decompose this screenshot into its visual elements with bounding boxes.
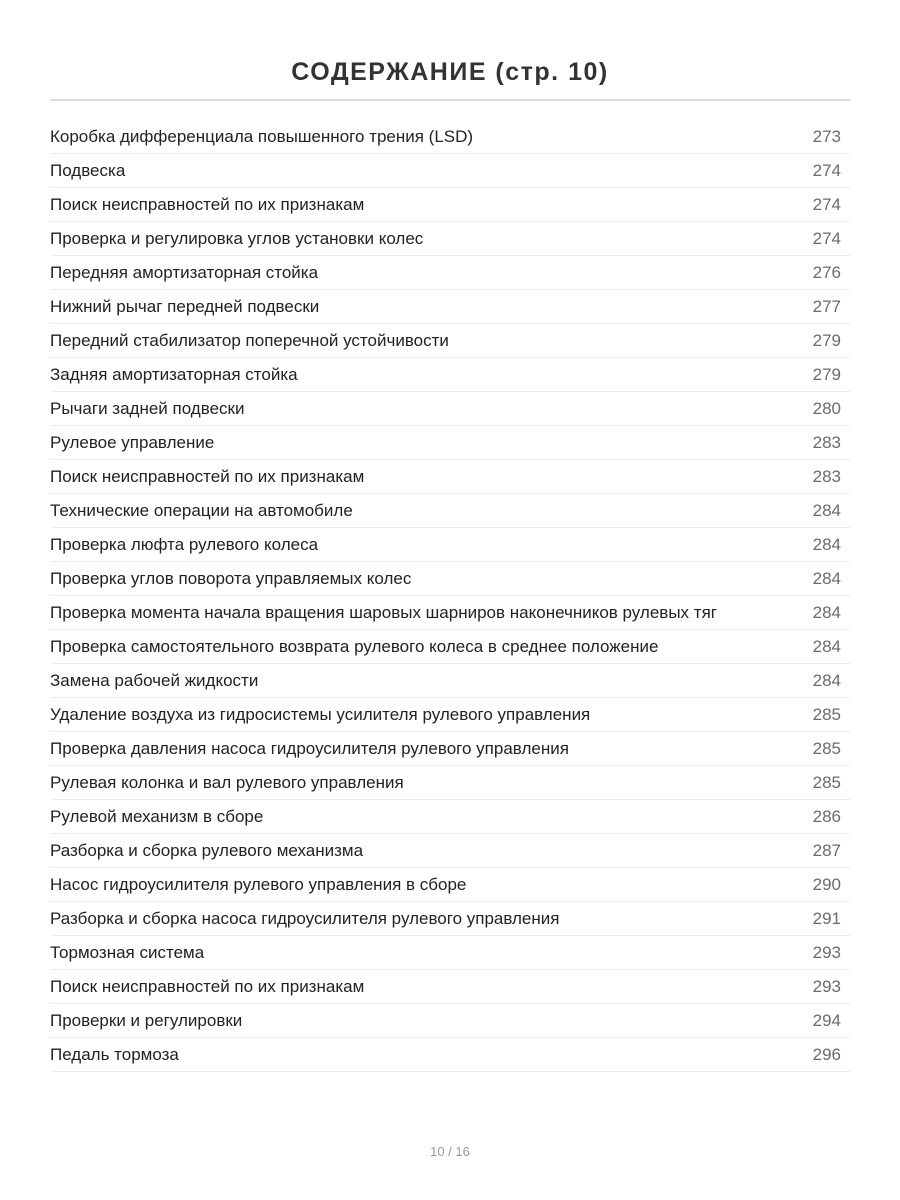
page-title: СОДЕРЖАНИЕ (стр. 10) bbox=[291, 57, 609, 86]
toc-entry-page: 279 bbox=[812, 364, 841, 384]
toc-entry-title: Проверка момента начала вращения шаровых шарниров наконечников рулевых тяг bbox=[50, 602, 717, 622]
toc-entry-page: 294 bbox=[812, 1010, 841, 1030]
toc-entry-title: Задняя амортизаторная стойка bbox=[50, 364, 298, 384]
toc-entry[interactable] bbox=[50, 800, 850, 834]
toc-entry-title: Коробка дифференциала повышенного трения (LSD) bbox=[50, 126, 474, 146]
toc-entry-page: 296 bbox=[812, 1044, 841, 1064]
toc-entry-page: 286 bbox=[812, 806, 841, 826]
toc-entry-page: 290 bbox=[812, 874, 841, 894]
toc-entry[interactable] bbox=[50, 392, 850, 426]
toc-entry-title: Технические операции на автомобиле bbox=[50, 500, 353, 520]
toc-entry-title: Поиск неисправностей по их признакам bbox=[50, 466, 365, 486]
toc-entry[interactable] bbox=[50, 732, 850, 766]
toc-entry-page: 274 bbox=[812, 228, 841, 248]
toc-entry[interactable] bbox=[50, 562, 850, 596]
toc-entry-title: Разборка и сборка насоса гидроусилителя рулевого управления bbox=[50, 908, 560, 928]
toc-list bbox=[50, 120, 850, 1072]
toc-entry-title: Проверка давления насоса гидроусилителя рулевого управления bbox=[50, 738, 569, 758]
toc-entry[interactable] bbox=[50, 698, 850, 732]
toc-entry-title: Рулевое управление bbox=[50, 432, 215, 452]
toc-entry[interactable] bbox=[50, 528, 850, 562]
toc-entry-title: Рулевой механизм в сборе bbox=[50, 806, 264, 826]
toc-entry[interactable] bbox=[50, 222, 850, 256]
toc-entry-title: Удаление воздуха из гидросистемы усилителя рулевого управления bbox=[50, 704, 591, 724]
toc-entry[interactable] bbox=[50, 1004, 850, 1038]
toc-entry-page: 280 bbox=[812, 398, 841, 418]
toc-entry-title: Поиск неисправностей по их признакам bbox=[50, 976, 365, 996]
toc-entry-title: Проверки и регулировки bbox=[50, 1010, 243, 1030]
page-indicator: 10 / 16 bbox=[430, 1144, 470, 1159]
toc-entry[interactable] bbox=[50, 834, 850, 868]
toc-entry-page: 279 bbox=[812, 330, 841, 350]
toc-entry[interactable] bbox=[50, 188, 850, 222]
toc-entry[interactable] bbox=[50, 970, 850, 1004]
toc-entry-title: Рулевая колонка и вал рулевого управления bbox=[50, 772, 404, 792]
toc-entry[interactable] bbox=[50, 596, 850, 630]
toc-entry-page: 284 bbox=[812, 636, 841, 656]
toc-entry-title: Проверка углов поворота управляемых колес bbox=[50, 568, 412, 588]
toc-entry-page: 293 bbox=[812, 942, 841, 962]
toc-entry-page: 277 bbox=[812, 296, 841, 316]
toc-entry-page: 285 bbox=[812, 772, 841, 792]
toc-entry-title: Проверка люфта рулевого колеса bbox=[50, 534, 319, 554]
toc-entry-page: 274 bbox=[812, 160, 841, 180]
toc-entry-title: Разборка и сборка рулевого механизма bbox=[50, 840, 364, 860]
toc-entry[interactable] bbox=[50, 494, 850, 528]
toc-entry[interactable] bbox=[50, 290, 850, 324]
toc-entry-title: Передний стабилизатор поперечной устойчивости bbox=[50, 330, 449, 350]
toc-entry-title: Насос гидроусилителя рулевого управления в сборе bbox=[50, 874, 467, 894]
toc-entry[interactable] bbox=[50, 868, 850, 902]
toc-entry[interactable] bbox=[50, 1038, 850, 1072]
toc-entry-title: Нижний рычаг передней подвески bbox=[50, 296, 320, 316]
toc-entry[interactable] bbox=[50, 766, 850, 800]
toc-entry[interactable] bbox=[50, 630, 850, 664]
toc-entry-page: 283 bbox=[812, 432, 841, 452]
toc-entry-title: Рычаги задней подвески bbox=[50, 398, 245, 418]
toc-entry-title: Проверка самостоятельного возврата рулевого колеса в среднее положение bbox=[50, 636, 659, 656]
toc-entry[interactable] bbox=[50, 256, 850, 290]
toc-entry[interactable] bbox=[50, 154, 850, 188]
toc-entry-page: 276 bbox=[812, 262, 841, 282]
toc-entry-page: 293 bbox=[812, 976, 841, 996]
toc-entry[interactable] bbox=[50, 936, 850, 970]
toc-entry-page: 283 bbox=[812, 466, 841, 486]
toc-entry-page: 285 bbox=[812, 738, 841, 758]
toc-entry-page: 284 bbox=[812, 602, 841, 622]
toc-entry-page: 284 bbox=[812, 568, 841, 588]
title-divider bbox=[50, 99, 850, 101]
toc-entry-page: 291 bbox=[812, 908, 841, 928]
toc-entry-page: 285 bbox=[812, 704, 841, 724]
toc-entry-title: Тормозная система bbox=[50, 942, 205, 962]
toc-entry-page: 287 bbox=[812, 840, 841, 860]
toc-entry[interactable] bbox=[50, 426, 850, 460]
toc-entry[interactable] bbox=[50, 460, 850, 494]
toc-entry-title: Подвеска bbox=[50, 160, 126, 180]
toc-entry-title: Замена рабочей жидкости bbox=[50, 670, 259, 690]
toc-entry-title: Проверка и регулировка углов установки колес bbox=[50, 228, 424, 248]
toc-entry-page: 284 bbox=[812, 534, 841, 554]
toc-entry-page: 284 bbox=[812, 670, 841, 690]
toc-entry[interactable] bbox=[50, 120, 850, 154]
toc-entry[interactable] bbox=[50, 358, 850, 392]
toc-entry-title: Поиск неисправностей по их признакам bbox=[50, 194, 365, 214]
toc-entry-title: Передняя амортизаторная стойка bbox=[50, 262, 319, 282]
toc-entry[interactable] bbox=[50, 902, 850, 936]
toc-entry-page: 284 bbox=[812, 500, 841, 520]
toc-entry[interactable] bbox=[50, 664, 850, 698]
toc-entry-title: Педаль тормоза bbox=[50, 1044, 179, 1064]
toc-entry-page: 274 bbox=[812, 194, 841, 214]
toc-entry-page: 273 bbox=[812, 126, 841, 146]
toc-entry[interactable] bbox=[50, 324, 850, 358]
